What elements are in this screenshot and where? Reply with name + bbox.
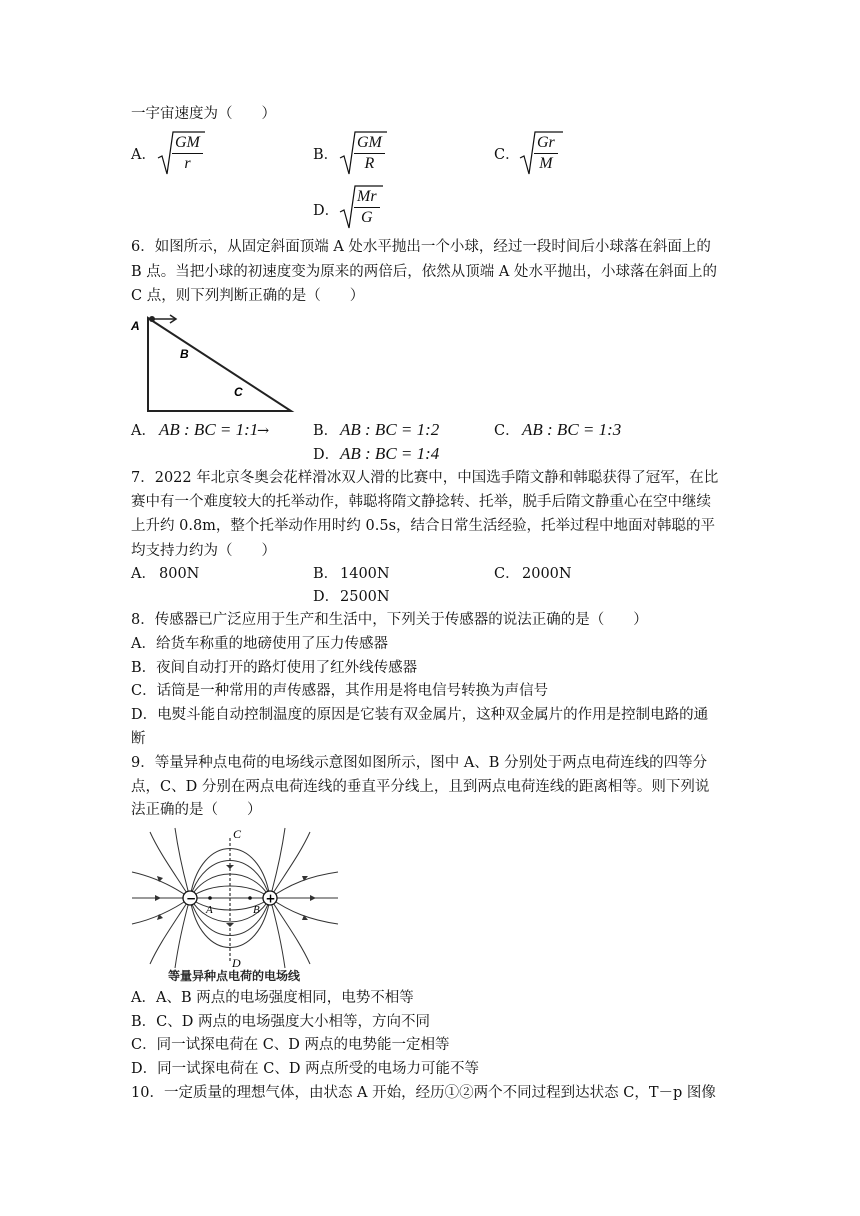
q10-stem: 10．一定质量的理想气体，由状态 A 开始，经历①②两个不同过程到达状态 C，T－p 图像 — [131, 1085, 716, 1101]
label-b: B — [253, 904, 260, 916]
numerator: Mr — [354, 187, 380, 208]
incline-figure — [128, 310, 298, 415]
option-text: 1400N — [340, 566, 390, 582]
denominator: R — [364, 155, 375, 172]
fraction — [172, 133, 203, 174]
option-letter: C． — [494, 423, 520, 439]
denominator: r — [184, 155, 191, 172]
q9-option-b[interactable]: B．C、D 两点的电场强度大小相等，方向不同 — [131, 1014, 430, 1030]
field-lines-diagram — [130, 824, 340, 984]
sqrt-fraction — [157, 130, 207, 178]
denominator: M — [539, 155, 553, 172]
ratio-expression: AB : BC = 1:4 — [340, 444, 440, 463]
option-letter: D． — [313, 447, 340, 463]
q9-option-c[interactable]: C．同一试探电荷在 C、D 两点的电势能一定相等 — [131, 1037, 450, 1053]
numerator: GM — [354, 133, 385, 154]
q6-stem-line-1: 6．如图所示，从固定斜面顶端 A 处水平抛出一个小球，经过一段时间后小球落在斜面上的 — [131, 239, 711, 255]
option-letter: A． — [131, 147, 156, 163]
label-d: D — [232, 956, 241, 970]
q7-stem-line-4: 均支持力约为（ ） — [131, 543, 276, 559]
q8-stem: 8．传感器已广泛应用于生产和生活中，下列关于传感器的说法正确的是（ ） — [131, 612, 648, 628]
option-letter: C． — [494, 566, 520, 582]
sqrt-fraction — [519, 130, 565, 178]
ratio-expression: AB : BC = 1:2 — [340, 420, 440, 439]
option-text: 2500N — [340, 589, 390, 605]
q6-stem-line-3: C 点，则下列判断正确的是（ ） — [131, 288, 365, 304]
option-text: 2000N — [522, 566, 572, 582]
label-b: B — [180, 347, 189, 361]
option-letter: A． — [131, 566, 156, 582]
q8-option-c[interactable]: C．话筒是一种常用的声传感器，其作用是将电信号转换为声信号 — [131, 683, 549, 699]
denominator: G — [361, 209, 373, 226]
numerator: GM — [172, 133, 203, 154]
q7-stem-line-1: 7．2022 年北京冬奥会花样滑冰双人滑的比赛中，中国选手隋文静和韩聪获得了冠军，在比 — [131, 470, 719, 486]
fraction — [354, 187, 380, 228]
q9-option-a[interactable]: A．A、B 两点的电场强度相同，电势不相等 — [131, 990, 414, 1006]
fraction — [534, 133, 558, 174]
q7-stem-line-3: 上升约 0.8m，整个托举动作用时约 0.5s，结合日常生活经验，托举过程中地面对韩聪的平 — [131, 518, 716, 534]
q7-stem-line-2: 赛中有一个难度较大的托举动作，韩聪将隋文静捻转、托举，脱手后隋文静重心在空中继续 — [131, 494, 711, 510]
option-letter: B． — [313, 423, 339, 439]
ratio-expression: AB : BC = 1:1 — [159, 420, 259, 439]
q8-option-b[interactable]: B．夜间自动打开的路灯使用了红外线传感器 — [131, 660, 418, 676]
ratio-expression: AB : BC = 1:3 — [522, 420, 622, 439]
option-letter: A． — [131, 423, 156, 439]
q9-stem-line-1: 9．等量异种点电荷的电场线示意图如图所示，图中 A、B 分别处于两点电荷连线的四等分 — [131, 755, 708, 771]
electric-field-figure — [130, 824, 340, 984]
q5-stem: 一宇宙速度为（ ） — [131, 106, 276, 122]
q8-option-a[interactable]: A．给货车称重的地磅使用了压力传感器 — [131, 636, 388, 652]
label-a: A — [131, 319, 140, 333]
incline-diagram — [128, 310, 298, 415]
option-letter: B． — [313, 147, 339, 163]
positive-charge-label: + — [265, 891, 276, 906]
label-c: C — [234, 385, 243, 399]
label-c: C — [233, 827, 242, 841]
q8-option-d-cont: 断 — [131, 731, 146, 747]
q9-option-d[interactable]: D．同一试探电荷在 C、D 两点所受的电场力可能不等 — [131, 1061, 480, 1077]
q8-option-d[interactable]: D．电熨斗能自动控制温度的原因是它装有双金属片，这种双金属片的作用是控制电路的通 — [131, 707, 709, 723]
q9-stem-line-2: 点，C、D 分别在两点电荷连线的垂直平分线上，且到两点电荷连线的距离相等。则下列说 — [131, 779, 710, 795]
q9-stem-line-3: 法正确的是（ ） — [131, 802, 262, 818]
option-letter: D． — [313, 589, 340, 605]
negative-charge-label: − — [186, 891, 197, 906]
numerator: Gr — [534, 133, 558, 154]
option-text: 800N — [159, 566, 200, 582]
label-a: A — [206, 904, 213, 916]
sqrt-fraction — [339, 184, 385, 232]
fraction — [354, 133, 385, 174]
figure-caption: 等量异种点电荷的电场线 — [168, 969, 301, 983]
option-letter: D． — [313, 203, 340, 219]
option-letter: B． — [313, 566, 339, 582]
q6-stem-line-2: B 点。当把小球的初速度变为原来的两倍后，依然从顶端 A 处水平抛出，小球落在斜面上的 — [131, 264, 717, 280]
arrow-icon: → — [257, 423, 270, 439]
sqrt-fraction — [339, 130, 389, 178]
option-letter: C． — [494, 147, 520, 163]
